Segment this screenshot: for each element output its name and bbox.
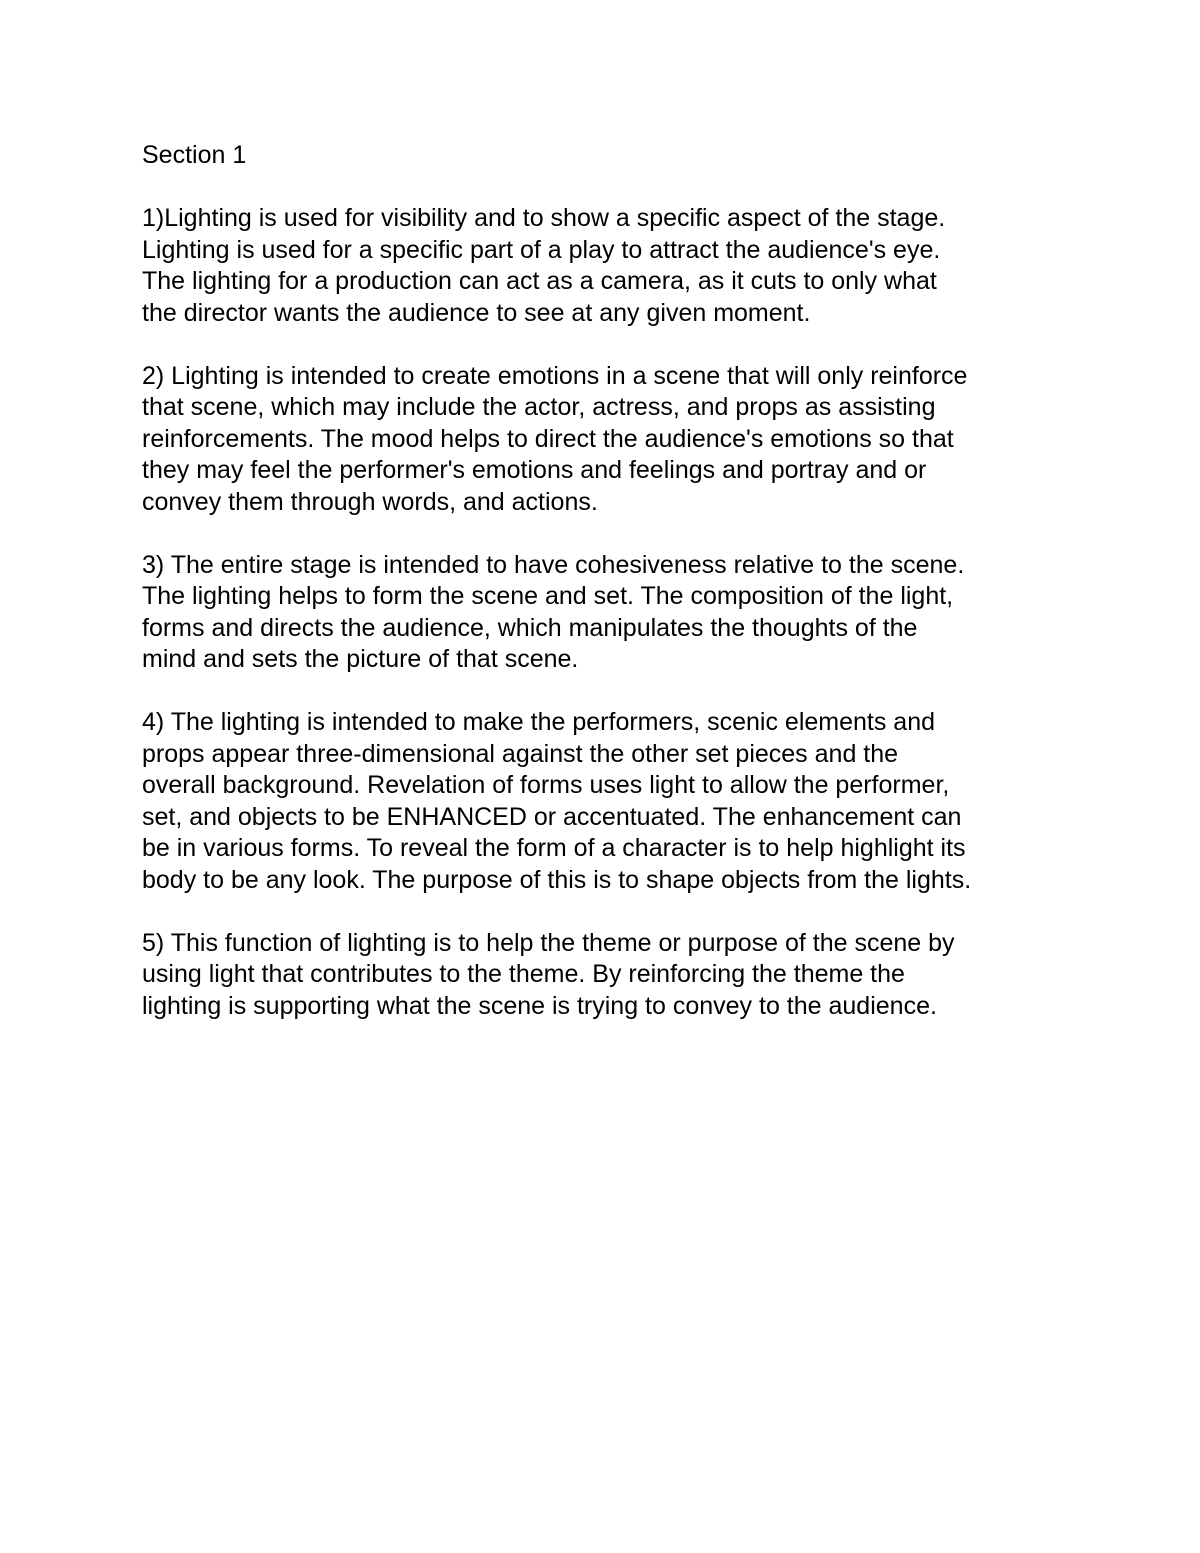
paragraph-line: 4) The lighting is intended to make the performers, scenic elements and bbox=[142, 708, 936, 736]
paragraph-line: Lighting is used for a specific part of a play to attract the audience's eye. bbox=[142, 235, 941, 264]
paragraph-line: reinforcements. The mood helps to direct the audience's emotions so that bbox=[142, 424, 954, 453]
paragraph-5 bbox=[142, 928, 1072, 1023]
paragraph-2 bbox=[142, 361, 1072, 519]
paragraph-line: set, and objects to be ENHANCED or accentuated. The enhancement can bbox=[142, 802, 962, 831]
paragraph-line: mind and sets the picture of that scene. bbox=[142, 645, 579, 673]
section-heading: Section 1 bbox=[142, 141, 247, 169]
paragraph-line: the director wants the audience to see at any given moment. bbox=[142, 298, 811, 327]
paragraph-line: they may feel the performer's emotions and feelings and portray and or bbox=[142, 456, 927, 484]
paragraph-line: The lighting helps to form the scene and set. The composition of the light, bbox=[142, 582, 954, 610]
paragraph-line: convey them through words, and actions. bbox=[142, 487, 598, 516]
paragraph-4 bbox=[142, 707, 1072, 896]
paragraph-line: 2) Lighting is intended to create emotions in a scene that will only reinforce bbox=[142, 361, 968, 390]
paragraph-line: props appear three-dimensional against the other set pieces and the bbox=[142, 739, 899, 768]
paragraph-line: The lighting for a production can act as a camera, as it cuts to only what bbox=[142, 267, 937, 295]
paragraph-line: 5) This function of lighting is to help the theme or purpose of the scene by bbox=[142, 928, 955, 957]
paragraph-line: that scene, which may include the actor, actress, and props as assisting bbox=[142, 393, 936, 421]
paragraph-line: lighting is supporting what the scene is trying to convey to the audience. bbox=[142, 991, 937, 1020]
paragraph-line: forms and directs the audience, which manipulates the thoughts of the bbox=[142, 613, 918, 642]
paragraph-line: 1)Lighting is used for visibility and to show a specific aspect of the stage. bbox=[142, 204, 946, 232]
document-body bbox=[142, 140, 1072, 1054]
paragraph-line: be in various forms. To reveal the form of a character is to help highlight its bbox=[142, 834, 966, 862]
paragraph-line: using light that contributes to the theme. By reinforcing the theme the bbox=[142, 960, 905, 988]
paragraph-3 bbox=[142, 550, 1072, 676]
paragraph-line: 3) The entire stage is intended to have cohesiveness relative to the scene. bbox=[142, 550, 965, 579]
paragraph-1 bbox=[142, 203, 1072, 329]
paragraph-line: overall background. Revelation of forms uses light to allow the performer, bbox=[142, 771, 950, 799]
paragraph-line: body to be any look. The purpose of this is to shape objects from the lights. bbox=[142, 865, 972, 894]
